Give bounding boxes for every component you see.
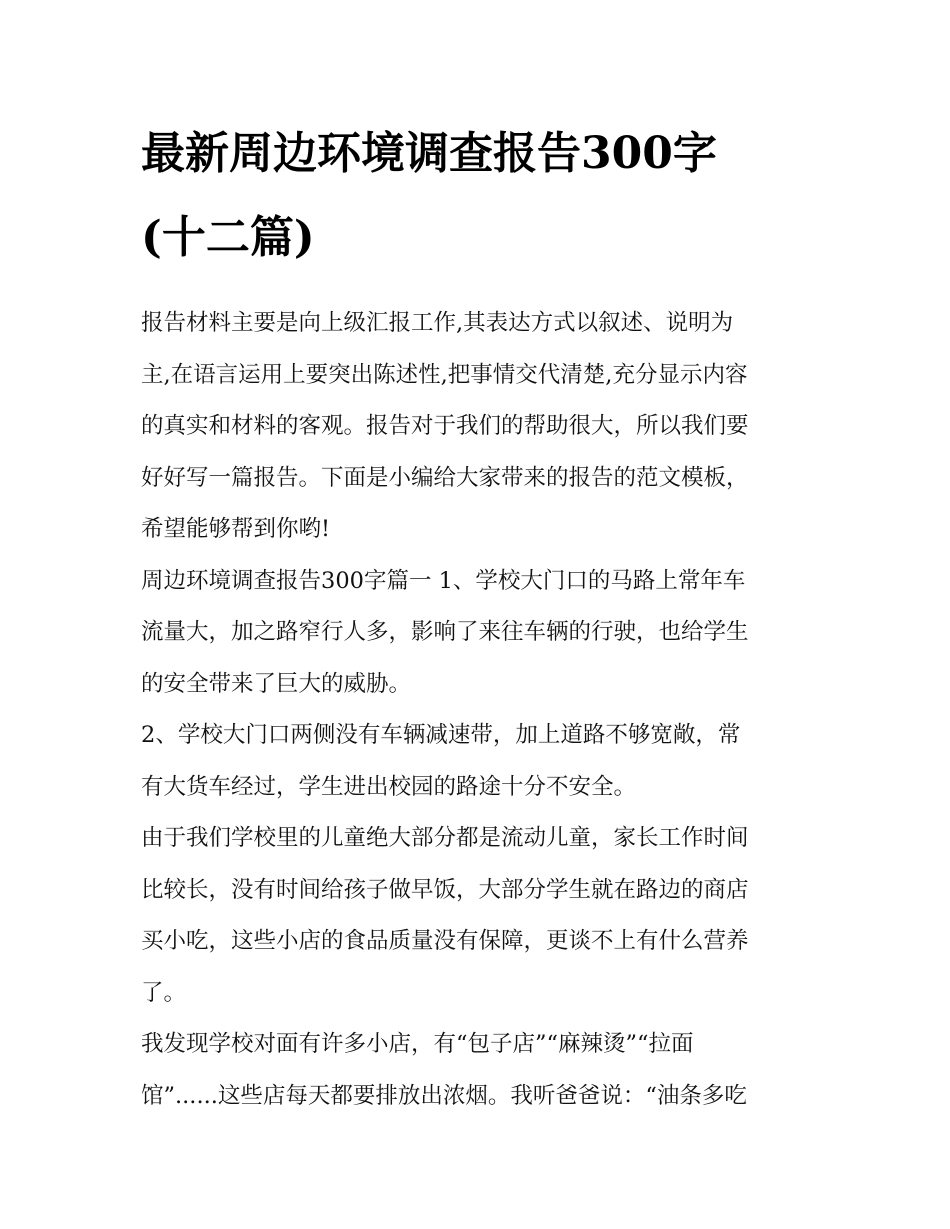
paragraph-line: 流量大，加之路窄行人多，影响了来往车辆的行驶，也给学生 [141, 619, 749, 645]
paragraph-line: 了。 [141, 979, 187, 1006]
paragraph-1 [141, 556, 821, 711]
paragraph-line: 有大货车经过，学生进出校园的路途十分不安全。 [141, 773, 637, 800]
paragraph-intro [141, 298, 821, 556]
paragraph-line: 的安全带来了巨大的威胁。 [141, 670, 412, 697]
title-line-1: 最新周边环境调查报告300字 [141, 128, 717, 179]
document-title [141, 112, 821, 280]
paragraph-line: 比较长，没有时间给孩子做早饭，大部分学生就在路边的商店 [141, 876, 749, 903]
paragraph-line: 馆”......这些店每天都要排放出浓烟。我听爸爸说：“油条多吃 [141, 1082, 747, 1109]
paragraph-4 [141, 1019, 821, 1122]
paragraph-line: 2、学校大门口两侧没有车辆减速带，加上道路不够宽敞，常 [141, 722, 741, 748]
paragraph-line: 周边环境调查报告300字篇一 1、学校大门口的马路上常年车 [141, 567, 746, 594]
paragraph-3 [141, 813, 821, 1019]
paragraph-line: 希望能够帮到你哟! [141, 516, 331, 542]
paragraph-line: 报告材料主要是向上级汇报工作,其表达方式以叙述、说明为 [141, 310, 734, 336]
title-line-2: (十二篇) [141, 212, 315, 263]
document-content [141, 112, 821, 1122]
paragraph-line: 好好写一篇报告。下面是小编给大家带来的报告的范文模板， [141, 464, 749, 491]
paragraph-line: 主,在语言运用上要突出陈述性,把事情交代清楚,充分显示内容 [141, 361, 748, 388]
paragraph-line: 买小吃，这些小店的食品质量没有保障，更谈不上有什么营养 [141, 928, 749, 954]
paragraph-line: 我发现学校对面有许多小店，有“包子店”“麻辣烫”“拉面 [141, 1031, 694, 1057]
paragraph-line: 由于我们学校里的儿童绝大部分都是流动儿童，家长工作时间 [141, 825, 749, 851]
paragraph-line: 的真实和材料的客观。报告对于我们的帮助很大，所以我们要 [141, 413, 749, 439]
paragraph-2 [141, 710, 821, 813]
